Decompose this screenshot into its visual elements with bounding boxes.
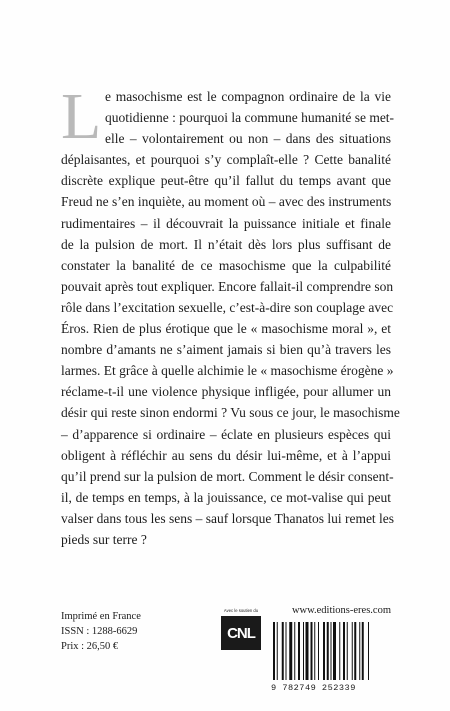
blurb-line: pouvait après tout expliquer. Encore fallait-il comprendre son	[61, 278, 394, 294]
barcode-bar	[303, 622, 304, 680]
barcode-bar	[352, 622, 353, 680]
publisher-website: www.editions-eres.com	[291, 605, 391, 616]
barcode-image	[271, 622, 391, 682]
blurb-line: rôle dans l’excitation sexuelle, c’est-à-dire son couplage avec	[61, 299, 394, 315]
blurb-text	[61, 80, 400, 550]
barcode-bar	[362, 622, 364, 680]
blurb-line: de la pulsion de mort. Il n’était dès lors plus suffisant de	[61, 236, 391, 252]
blurb-line: e masochisme est le compagnon ordinaire de la vie	[105, 89, 391, 104]
printed-in-label: Imprimé en France	[61, 611, 141, 622]
drop-cap-letter: L	[61, 80, 102, 153]
blurb-line: qu’il prend sur la pulsion de mort. Comment le désir consent-	[61, 468, 394, 484]
blurb-line: Freud ne s’en inquiète, au moment où – avec des instruments	[61, 194, 392, 210]
barcode-bar	[343, 622, 345, 680]
barcode-bar	[318, 622, 319, 680]
blurb-line: il, de temps en temps, à la jouissance, ce mot-valise qui peut	[61, 489, 391, 505]
issn-label: ISSN : 1288-6629	[61, 626, 138, 637]
barcode-bar	[286, 622, 287, 680]
blurb-line: discrète explique peut-être qu’il fallut du temps avant que	[61, 173, 391, 189]
barcode-bar	[289, 622, 292, 680]
blurb-line: Éros. Rien de plus érotique que le « masochisme moral », et	[61, 321, 391, 337]
barcode-bar	[331, 622, 332, 680]
blurb-line: nombre d’amants ne s’aiment jamais si bien qu’à travers les	[61, 342, 391, 358]
barcode-bar	[323, 622, 325, 680]
barcode-bar	[294, 622, 295, 680]
blurb-line: réclame-t-il une violence physique infligée, pour allumer un	[61, 384, 391, 400]
blurb-line: quotidienne : pourquoi la commune humanité se met-	[105, 110, 395, 126]
blurb-line: constater la banalité de ce masochisme que la culpabilité	[61, 257, 391, 273]
barcode-bar	[311, 622, 313, 680]
barcode-bar	[277, 622, 278, 680]
barcode-bar	[282, 622, 284, 680]
blurb-line: – d’apparence si ordinaire – éclate en plusieurs espèces qui	[61, 426, 391, 442]
blurb-line: déplaisantes, et pourquoi s’y complaît-elle ? Cette banalité	[61, 152, 391, 168]
barcode-bar	[359, 622, 360, 680]
blurb-line: larmes. Et grâce à quelle alchimie le « masochisme érogène »	[61, 363, 394, 379]
barcode-bar	[327, 622, 329, 680]
cnl-logo-block	[221, 608, 261, 655]
blurb-line: obligent à réfléchir au sens du désir lui-même, et à l’appui	[61, 447, 391, 463]
barcode-bar	[347, 622, 348, 680]
barcode-bar	[333, 622, 336, 680]
barcode-bar	[354, 622, 356, 680]
publication-info	[61, 609, 141, 654]
blurb-line: pieds sur terre ?	[61, 531, 147, 547]
barcode-digits: 9 782749 252339	[271, 683, 356, 693]
blurb-line: désir qui reste sinon endormi ? Vu sous ce jour, le masochisme	[61, 405, 400, 421]
price-label: Prix : 26,50 €	[61, 641, 119, 652]
blurb-line: valser dans tous les sens – sauf lorsque Thanatos lui remet les	[61, 510, 395, 526]
barcode-bar	[339, 622, 340, 680]
barcode-bar	[298, 622, 300, 680]
cnl-logo: CNL	[221, 616, 261, 650]
barcode-bar	[273, 622, 275, 680]
blurb-line: rudimentaires – il découvrait la puissance initiale et finale	[61, 215, 391, 231]
cnl-caption: Avec le soutien du	[223, 608, 259, 613]
barcode-bar	[306, 622, 309, 680]
barcode-bar	[368, 622, 369, 680]
barcode-bar	[314, 622, 315, 680]
blurb-line: elle – volontairement ou non – dans des situations	[105, 131, 391, 147]
